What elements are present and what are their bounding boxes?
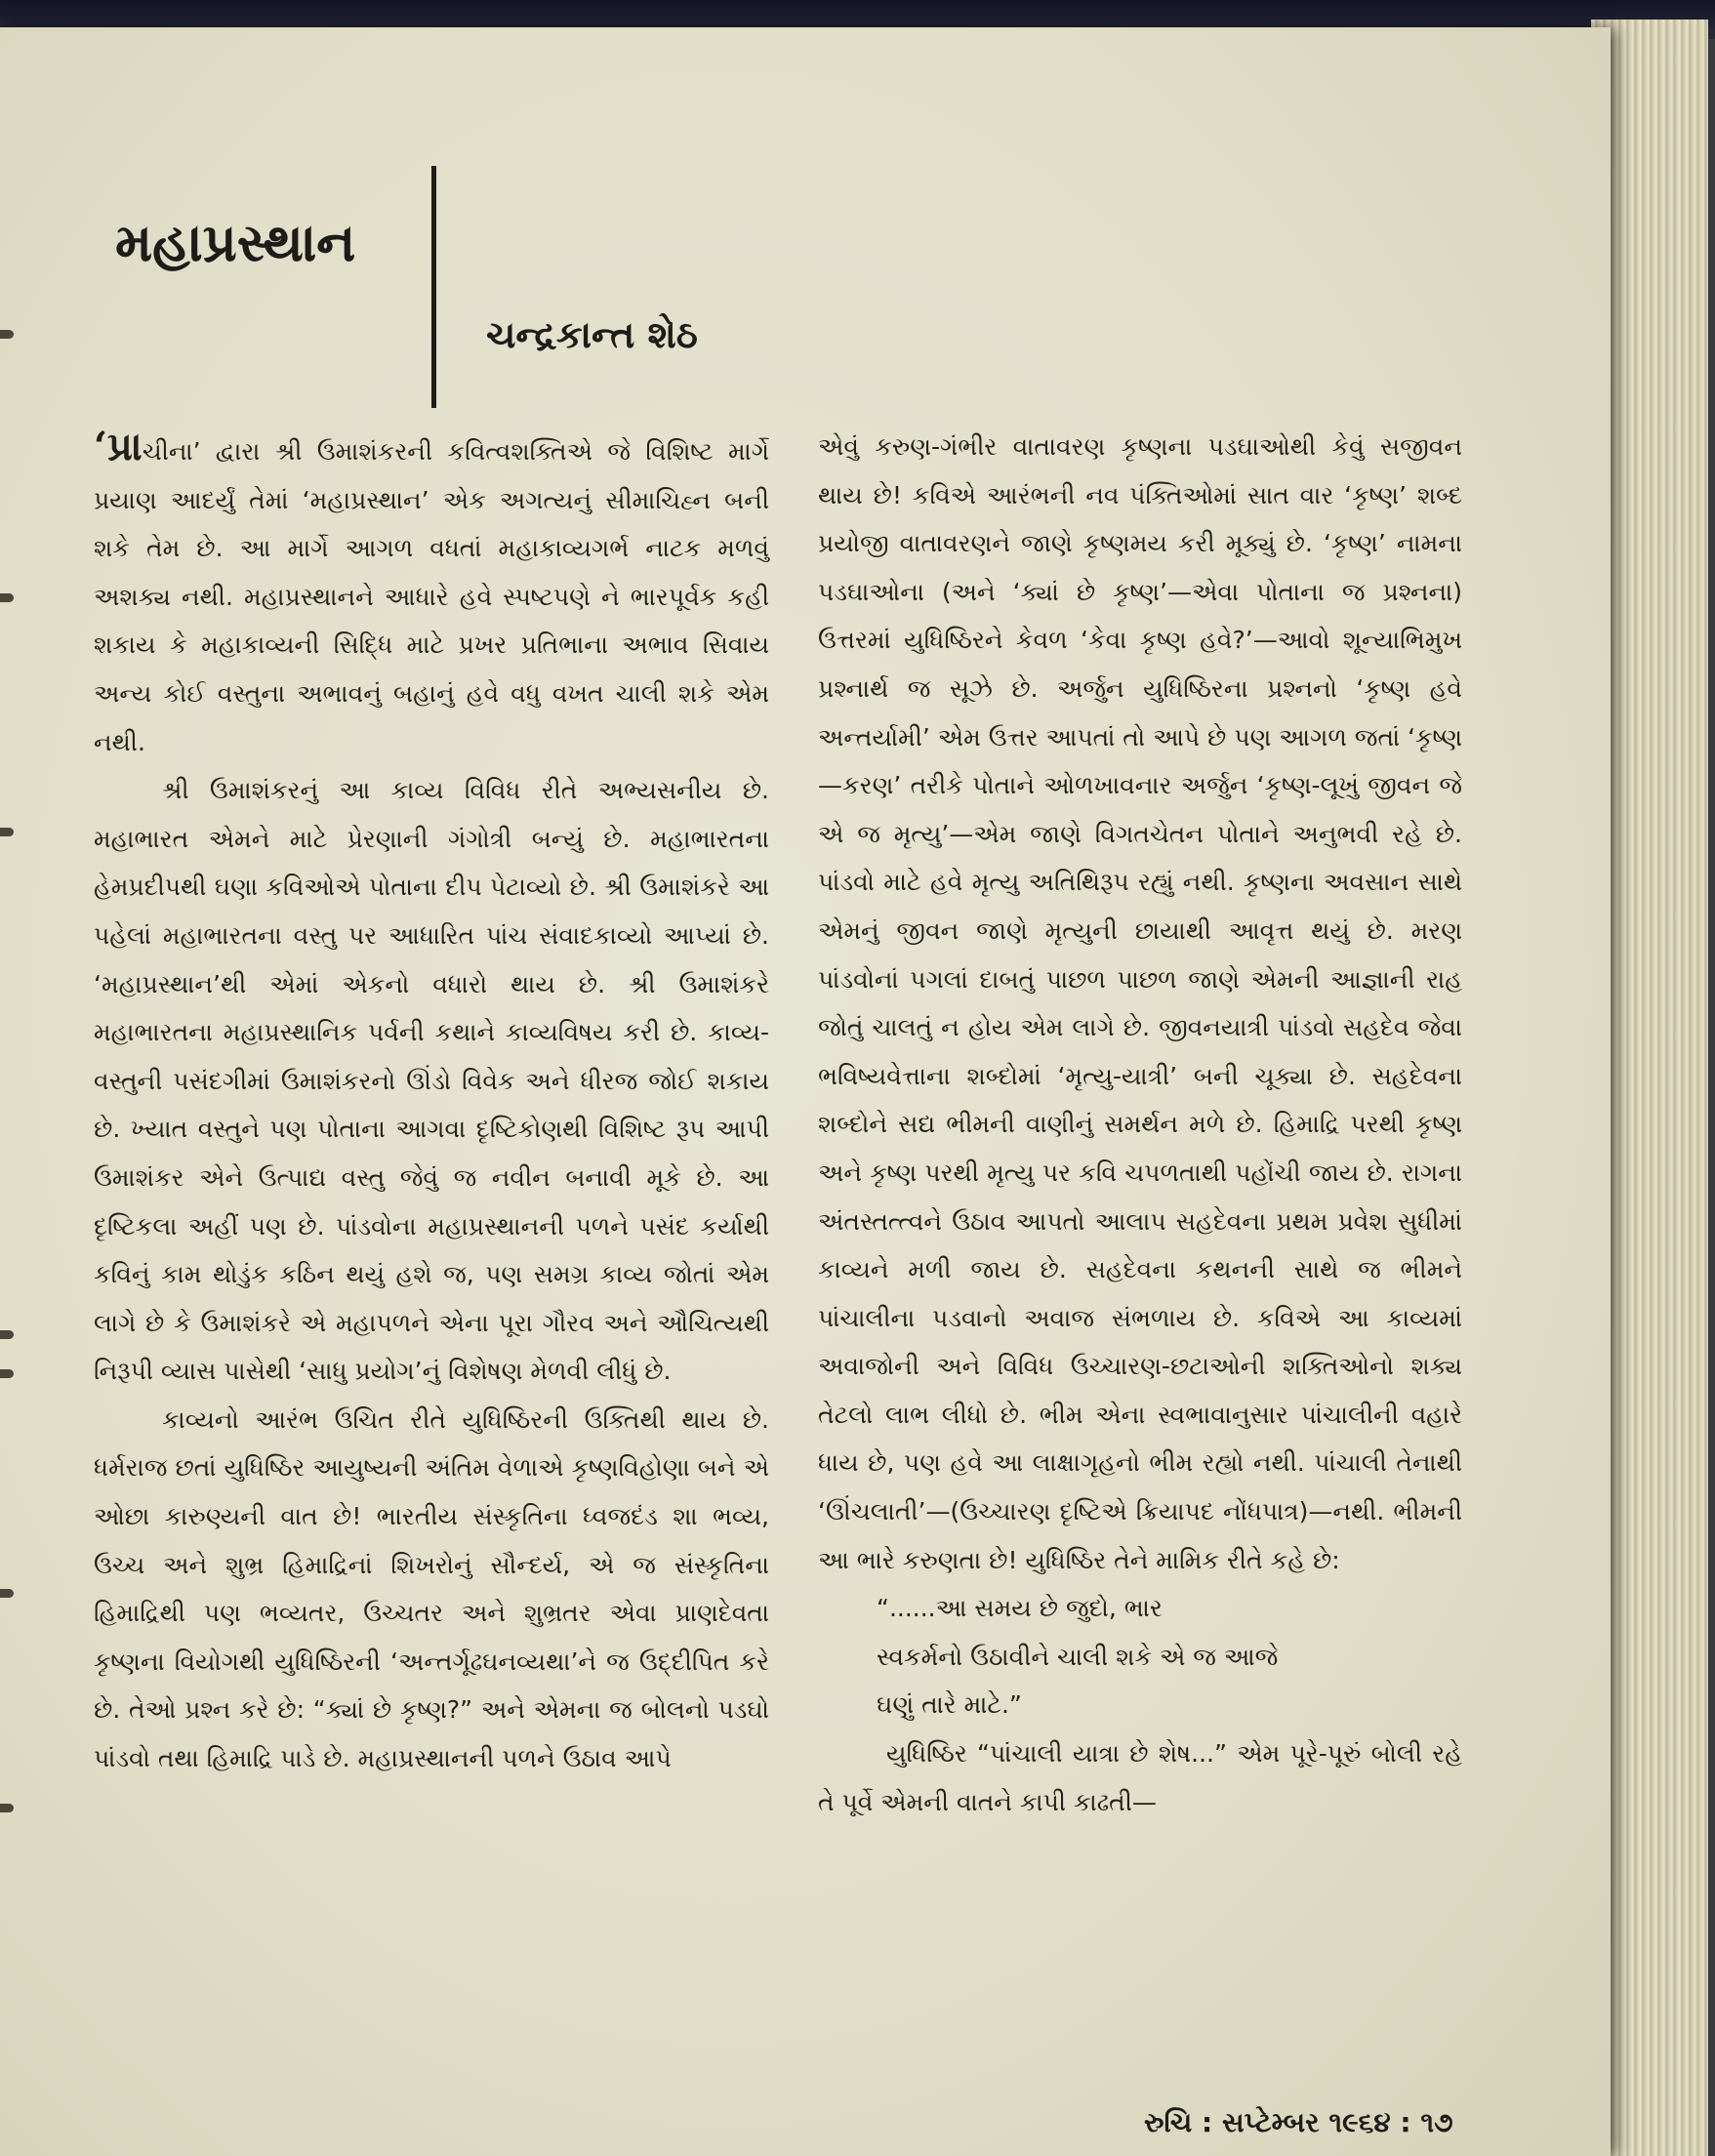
binding-mark [0,828,14,836]
article-title: મહાપ્રસ્થાન [115,211,356,273]
paragraph: યુધિષ્ઠિર “પાંચાલી યાત્રા છે શેષ...” એમ પૂરે-પૂરું બોલી રહે તે પૂર્વે એમની વાતને કાપી કાઢતી— [818,1739,1462,1816]
title-divider [431,166,436,408]
article-author: ચન્દ્રકાન્ત શેઠ [486,312,698,356]
magazine-page [0,27,1611,2156]
drop-cap: ‘પ્રા [94,424,143,469]
binding-mark [0,1589,14,1598]
paragraph-text: ચીના’ દ્વારા શ્રી ઉમાશંકરની કવિત્વશક્તિએ જે વિશિષ્ટ માર્ગે પ્રયાણ આદર્યું તેમાં ‘મહાપ્રસ્થાન’ એક અગત્યનું સીમાચિહ્ન બની શકે તેમ છે. આ માર્ગે આગળ વધતાં મહાકાવ્યગર્ભ નાટક મળવું અશક્ય નથી. મહાપ્રસ્થાનને આધારે હવે સ્પષ્ટપણે ને ભારપૂર્વક કહી શકાય કે મહાકાવ્યની સિદ્ધિ માટે પ્રખર પ્રતિભાના અભાવ સિવાય અન્ય કોઈ વસ્તુના અભાવનું બહાનું હવે વધુ વખત ચાલી શકે એમ નથી. [94,437,769,756]
paragraph [94,423,769,766]
binding-mark [0,330,14,339]
binding-mark [0,593,14,602]
paragraph: કાવ્યનો આરંભ ઉચિત રીતે યુધિષ્ઠિરની ઉક્તિથી થાય છે. ધર્મરાજ છતાં યુધિષ્ઠિર આયુષ્યની અંતિમ વેળાએ કૃષ્ણવિહોણા બને એ ઓછા કારુણ્યની વાત છે! ભારતીય સંસ્કૃતિના ધ્વજદંડ શા ભવ્ય, ઉચ્ચ અને શુભ્ર હિમાદ્રિનાં શિખરોનું સૌન્દર્ય, એ જ સંસ્કૃતિના હિમાદ્રિથી પણ ભવ્યતર, ઉચ્ચતર અને શુભ્રતર એવા પ્રાણદેવતા કૃષ્ણના વિયોગથી યુધિષ્ઠિરની ‘અન્તર્ગૂઢઘનવ્યથા’ને જ ઉદ્દીપિત કરે છે. તેઓ પ્રશ્ન કરે છે: “ક્યાં છે કૃષ્ણ?” અને એમના જ બોલનો પડઘો પાંડવો તથા હિમાદ્રિ પાડે છે. મહાપ્રસ્થાનની પળને ઉઠાવ આપે [94,1404,769,1773]
binding-mark [0,1369,14,1378]
verse-line: ઘણું તારે માટે.” [877,1690,1022,1720]
binding-mark [0,1804,14,1812]
paragraph: એવું કરુણ-ગંભીર વાતાવરણ કૃષ્ણના પડઘાઓથી કેવું સજીવન થાય છે! કવિએ આરંભની નવ પંક્તિઓમાં સાત વાર ‘કૃષ્ણ’ શબ્દ પ્રયોજી વાતાવરણને જાણે કૃષ્ણમય કરી મૂક્યું છે. ‘કૃષ્ણ’ નામના પડઘાઓના (અને ‘ક્યાં છે કૃષ્ણ’—એવા પોતાના જ પ્રશ્નના) ઉત્તરમાં યુધિષ્ઠિરને કેવળ ‘કેવા કૃષ્ણ હવે?’—આવો શૂન્યાભિમુખ પ્રશ્નાર્થ જ સૂઝે છે. અર્જુન યુધિષ્ઠિરના પ્રશ્નનો ‘કૃષ્ણ હવે અન્તર્યામી’ એમ ઉત્તર આપતાં તો આપે છે પણ આગળ જતાં ‘કૃષ્ણ—કરણ’ તરીકે પોતાને ઓળખાવનાર અર્જુન ‘કૃષ્ણ-લૂખું જીવન જે એ જ મૃત્યુ’—એમ જાણે વિગતચેતન પોતાને અનુભવી રહે છે. પાંડવો માટે હવે મૃત્યુ અતિથિરૂપ રહ્યું નથી. કૃષ્ણના અવસાન સાથે એમનું જીવન જાણે મૃત્યુની છાયાથી આવૃત્ત થયું છે. મરણ પાંડવોનાં પગલાં દાબતું પાછળ પાછળ જાણે એમની આજ્ઞાની રાહ જોતું ચાલતું ન હોય એમ લાગે છે. જીવનયાત્રી પાંડવો સહદેવ જેવા ભવિષ્યવેત્તાના શબ્દોમાં ‘મૃત્યુ-યાત્રી’ બની ચૂક્યા છે. સહદેવના શબ્દોને સદ્ય ભીમની વાણીનું સમર્થન મળે છે. હિમાદ્રિ પરથી કૃષ્ણ અને કૃષ્ણ પરથી મૃત્યુ પર કવિ ચપળતાથી પહોંચી જાય છે. રાગના અંતસ્તત્ત્વને ઉઠાવ આપતો આલાપ સહદેવના પ્રથમ પ્રવેશ સુધીમાં કાવ્યને મળી જાય છે. સહદેવના કથનની સાથે જ ભીમને પાંચાલીના પડવાનો અવાજ સંભળાય છે. કવિએ આ કાવ્યમાં અવાજોની અને વિવિધ ઉચ્ચારણ-છટાઓની શક્તિઓનો શક્ય તેટલો લાભ લીધો છે. ભીમ એના સ્વભાવાનુસાર પાંચાલીની વહારે ધાય છે, પણ હવે આ લાક્ષાગૃહનો ભીમ રહ્યો નથી. પાંચાલી તેનાથી ‘ઊંચલાતી’—(ઉચ્ચારણ દૃષ્ટિએ ક્રિયાપદ નોંધપાત્ર)—નથી. ભીમની આ ભારે કરુણતા છે! યુધિષ્ઠિર તેને મામિક રીતે કહે છે: [818,432,1462,1574]
left-column [94,423,769,1783]
binding-mark [0,1330,14,1339]
page-footer: રુચિ : સપ્ટેમ્બર ૧૯૬૪ : ૧૭ [1144,2106,1453,2138]
paragraph: શ્રી ઉમાશંકરનું આ કાવ્ય વિવિધ રીતે અભ્યસનીય છે. મહાભારત એમને માટે પ્રેરણાની ગંગોત્રી બન્યું છે. મહાભારતના હેમપ્રદીપથી ઘણા કવિઓએ પોતાના દીપ પેટાવ્યો છે. શ્રી ઉમાશંકરે આ પહેલાં મહાભારતના વસ્તુ પર આધારિત પાંચ સંવાદકાવ્યો આપ્યાં છે. ‘મહાપ્રસ્થાન’થી એમાં એકનો વધારો થાય છે. શ્રી ઉમાશંકરે મહાભારતના મહાપ્રસ્થાનિક પર્વની કથાને કાવ્યવિષય કરી છે. કાવ્ય-વસ્તુની પસંદગીમાં ઉમાશંકરનો ઊંડો વિવેક અને ધીરજ જોઈ શકાય છે. ખ્યાત વસ્તુને પણ પોતાના આગવા દૃષ્ટિકોણથી વિશિષ્ટ રૂપ આપી ઉમાશંકર એને ઉત્પાદ્ય વસ્તુ જેવું જ નવીન બનાવી મૂકે છે. આ દૃષ્ટિકલા અહીં પણ છે. પાંડવોના મહાપ્રસ્થાનની પળને પસંદ કર્યાથી કવિનું કામ થોડુંક કઠિન થયું હશે જ, પણ સમગ્ર કાવ્ય જોતાં એમ લાગે છે કે ઉમાશંકરે એ મહાપળને એના પૂરા ગૌરવ અને ઔચિત્યથી નિરૂપી વ્યાસ પાસેથી ‘સાધુ પ્રયોગ’નું વિશેષણ મેળવી લીધું છે. [94,776,769,1386]
verse-line: સ્વકર્મનો ઉઠાવીને ચાલી શકે એ જ આજે [877,1642,1279,1671]
right-column [818,423,1462,1826]
verse-line: “......આ સમય છે જુદો, ભાર [877,1594,1163,1623]
